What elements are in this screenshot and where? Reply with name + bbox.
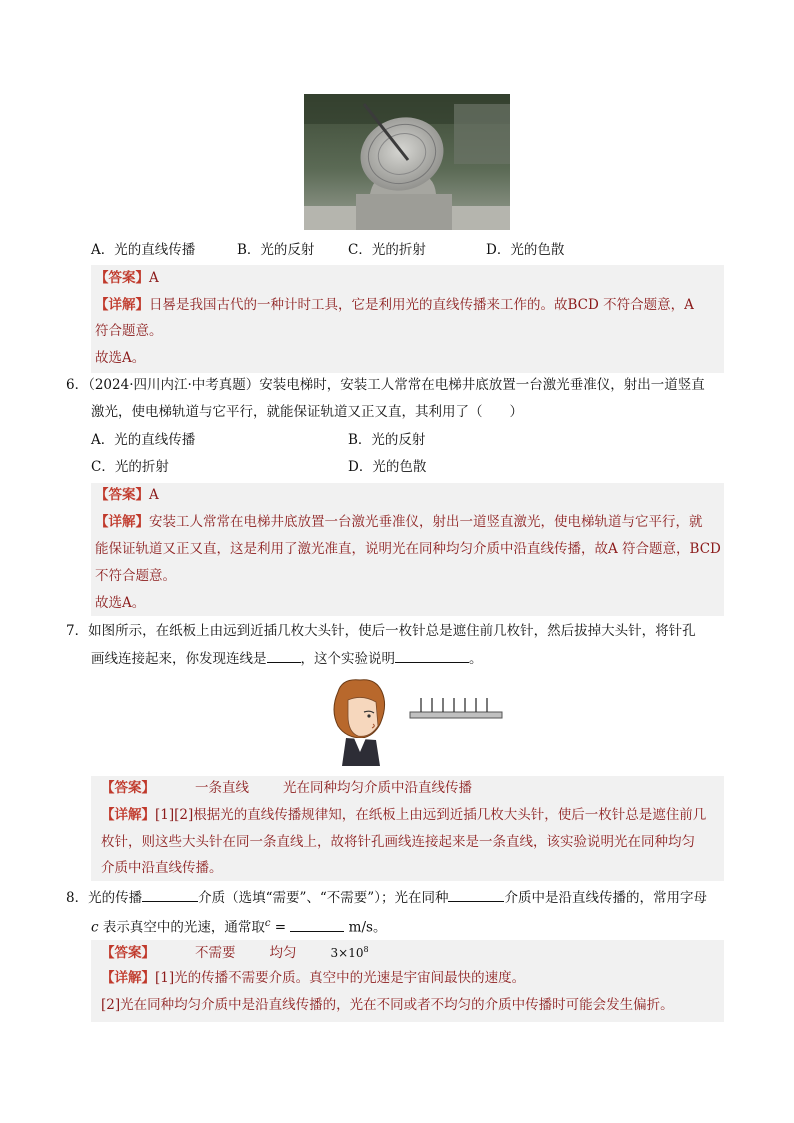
q7-answer-row <box>101 778 472 798</box>
q6-option-c: C．光的折射 <box>91 459 169 475</box>
q7-text-a: 画线连接起来，你发现连线是 <box>91 651 267 667</box>
q8-blank-2[interactable] <box>448 887 504 902</box>
detail-tag: 【详解】 <box>101 807 155 823</box>
q5-detail-line2: 符合题意。 <box>95 323 163 339</box>
q8-symbol-c: c <box>91 919 99 936</box>
q5-answer-row <box>95 268 159 288</box>
q6-answer: A <box>149 487 159 503</box>
q8-answer-3-base: 3×10 <box>330 946 364 960</box>
q5-option-c: C．光的折射 <box>348 242 426 258</box>
q8-text-d: 表示真空中的光速，通常取 <box>98 919 265 936</box>
q5-option-d: D．光的色散 <box>486 242 565 258</box>
q8-answer-block <box>91 940 724 1022</box>
q8-detail-line2: [2]光在同种均匀介质中是沿直线传播的，光在不同或者不均匀的介质中传播时可能会发生偏折。 <box>101 997 674 1013</box>
q8-text-a: 8．光的传播 <box>66 890 143 906</box>
q7-detail-line1: [1][2]根据光的直线传播规律知，在纸板上由远到近插几枚大头针，使后一枚针总是遮住前几 <box>155 807 707 823</box>
q8-blank-3[interactable] <box>290 917 344 932</box>
q6-detail-line2: 能保证轨道又正又直，这是利用了激光准直，说明光在同种均匀介质中沿直线传播，故A 符合题意，BCD <box>95 541 721 557</box>
q7-text-b: ，这个实验说明 <box>300 651 395 667</box>
q7-answer-block <box>91 776 724 881</box>
q7-detail-row <box>101 805 706 825</box>
q7-detail-line3: 介质中沿直线传播。 <box>101 860 223 876</box>
detail-tag: 【详解】 <box>95 297 149 313</box>
q6-detail-line3: 不符合题意。 <box>95 568 176 584</box>
q8-answer-2: 均匀 <box>269 945 297 961</box>
q5-detail-row <box>95 295 694 315</box>
q6-detail-row <box>95 512 703 532</box>
q8-answer-row <box>101 940 369 963</box>
q6-detail-line1: 安装工人常常在电梯井底放置一台激光垂准仪，射出一道竖直激光，使电梯轨道与它平行，就 <box>149 514 703 530</box>
q8-equals: = <box>270 919 291 936</box>
q6-option-b: B．光的反射 <box>348 432 426 448</box>
q6-conclusion: 故选A。 <box>95 595 146 611</box>
q6-answer-row <box>95 485 159 505</box>
q7-blank-1[interactable] <box>267 648 301 663</box>
q7-answer-2: 光在同种均匀介质中沿直线传播 <box>283 780 472 796</box>
pins-figure <box>318 676 508 768</box>
q5-option-b: B．光的反射 <box>237 242 315 258</box>
q5-answer: A <box>149 270 159 286</box>
detail-tag: 【详解】 <box>95 514 149 530</box>
q5-option-a: A．光的直线传播 <box>91 242 196 258</box>
q8-answer-3 <box>331 946 369 960</box>
answer-tag: 【答案】 <box>95 270 149 286</box>
q8-text-end: 。 <box>372 919 387 936</box>
q7-text-c: 。 <box>469 651 483 667</box>
q7-detail-line2: 枚针，则这些大头针在同一条直线上，故将针孔画线连接起来是一条直线，该实验说明光在同种均匀 <box>101 834 695 850</box>
q6-option-d: D．光的色散 <box>348 459 427 475</box>
answer-tag: 【答案】 <box>101 780 155 796</box>
q7-stem-line1: 7．如图所示，在纸板上由远到近插几枚大头针，使后一枚针总是遮住前几枚针，然后拔掉大头针，将针孔 <box>66 623 696 639</box>
answer-tag: 【答案】 <box>101 945 155 961</box>
q8-answer-1: 不需要 <box>195 945 236 961</box>
q8-stem-line2 <box>91 914 386 938</box>
q6-option-a: A．光的直线传播 <box>91 432 196 448</box>
q7-stem-line2 <box>91 648 483 669</box>
q8-text-c: 介质中是沿直线传播的，常用字母 <box>504 890 707 906</box>
q6-stem-line2: 激光，使电梯轨道与它平行，就能保证轨道又正又直，其利用了（ ） <box>91 404 523 420</box>
q5-conclusion: 故选A。 <box>95 350 146 366</box>
q5-detail-line1: 日晷是我国古代的一种计时工具，它是利用光的直线传播来工作的。故BCD 不符合题意，A <box>149 297 694 313</box>
q7-blank-2[interactable] <box>395 648 469 663</box>
q8-blank-1[interactable] <box>142 887 198 902</box>
q7-answer-1: 一条直线 <box>195 780 249 796</box>
q6-answer-block <box>91 483 724 616</box>
q8-unit: m/s <box>344 919 373 936</box>
sundial-photo <box>304 94 510 230</box>
q8-detail-line1: [1]光的传播不需要介质。真空中的光速是宇宙间最快的速度。 <box>155 970 526 986</box>
answer-tag: 【答案】 <box>95 487 149 503</box>
q8-detail-row <box>101 968 525 988</box>
q8-stem-line1 <box>66 887 707 908</box>
q8-text-b: 介质（选填“需要”、“不需要”）；光在同种 <box>198 890 449 906</box>
q5-answer-block <box>91 265 724 373</box>
q6-stem-line1: 6．（2024·四川内江·中考真题）安装电梯时，安装工人常常在电梯井底放置一台激光垂准仪，射出一道竖直 <box>66 377 705 393</box>
q8-symbol-c-small: c <box>264 918 271 929</box>
q8-answer-3-exp: 8 <box>363 945 369 954</box>
detail-tag: 【详解】 <box>101 970 155 986</box>
